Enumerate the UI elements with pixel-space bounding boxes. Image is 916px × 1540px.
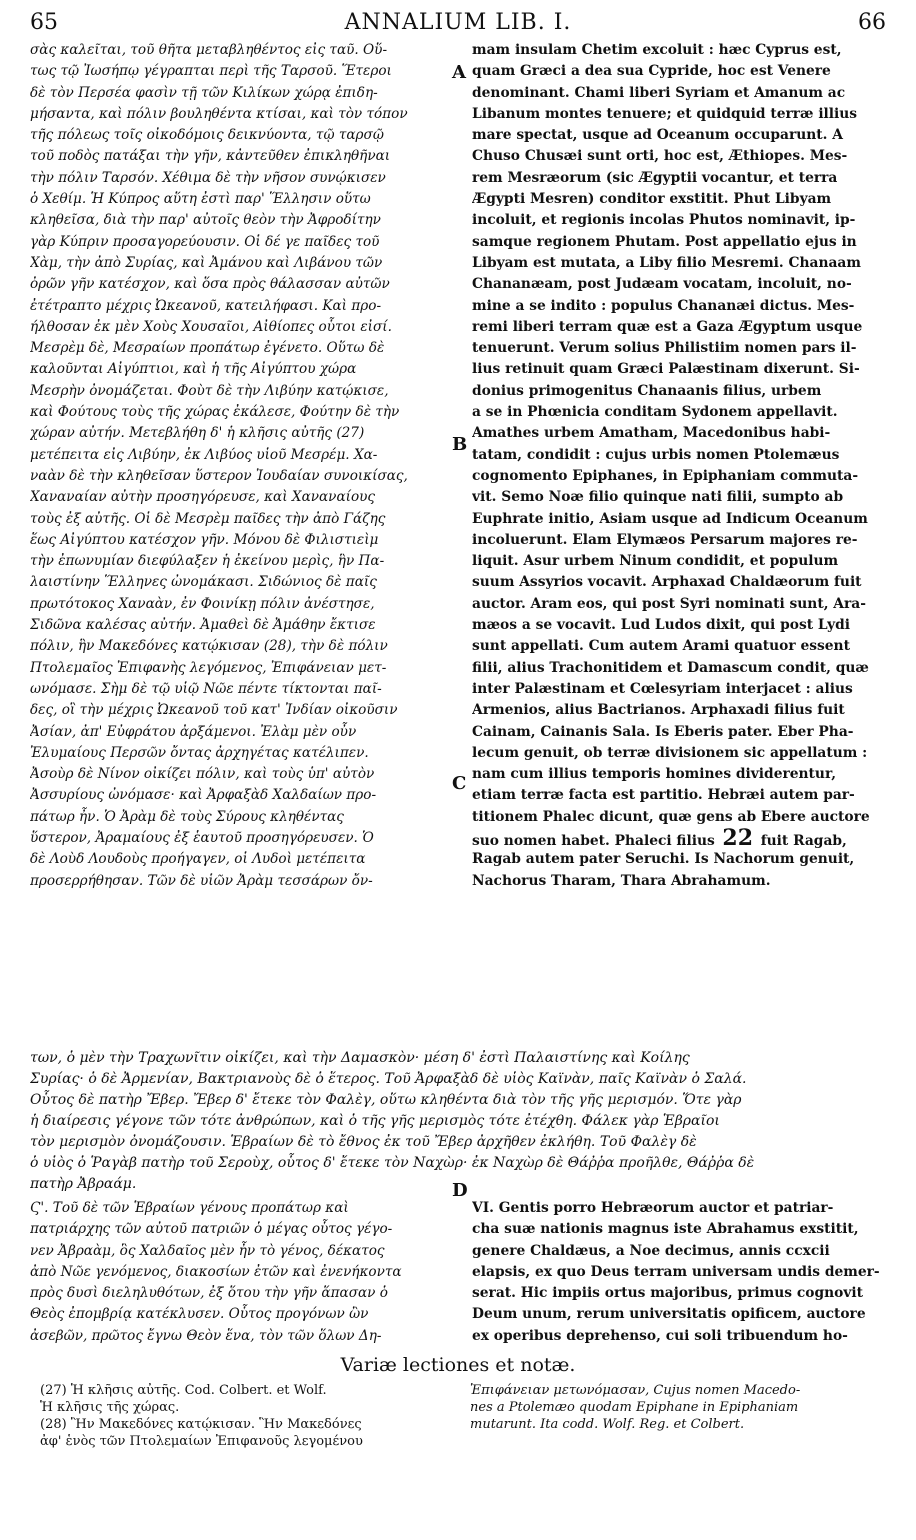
line-text: suo nomen habet. Phaleci filius [472,832,715,849]
text-line: Χὰμ, τὴν ἀπὸ Συρίας, καὶ Ἀμάνου καὶ Λιβάνου τῶν [30,254,383,271]
text-line: Chananæam, post Judæam vocatam, incoluit, no- [472,276,852,293]
text-line: τὴν πόλιν Ταρσόν. Χέθιμα δὲ τὴν νῆσον συνῴκισεν [30,169,386,186]
text-line: Libyam est mutata, a Liby filio Mesremi. Chanaam [472,254,861,271]
text-line: ἕως Αἰγύπτου κατέσχον γῆν. Μόνου δὲ Φιλιστιεὶμ [30,531,379,548]
text-line: τῆς πόλεως τοῖς οἰκοδόμοις δεικνύοντα, τῷ ταρσῷ [30,127,384,144]
text-line: a se in Phœnicia conditam Sydonem appellavit. [472,404,838,421]
greek-column-bottom [30,1198,450,1347]
text-line: suum Assyrios vocavit. Arphaxad Chaldæorum fuit [472,574,862,591]
text-line: Euphrate initio, Asiam usque ad Indicum Oceanum [472,510,868,527]
text-line: κληθεῖσα, διὰ τὴν παρ' αὐτοῖς θεὸν τὴν Ἀφροδίτην [30,212,381,229]
greek-full-width-block [30,1048,890,1195]
text-line: ἡ διαίρεσις γέγονε τῶν τότε ἀνθρώπων, καὶ ὁ τῆς γῆς μερισμὸς τότε ἐτέχθη. Φάλεκ γὰρ Ἑβραῖοι [30,1113,720,1129]
text-line: Χαναναίαν αὐτὴν προσηγόρευσε, καὶ Χαναναίους [30,489,376,506]
text-line: τὸν μερισμὸν ὀνομάζουσιν. Ἑβραίων δὲ τὸ ἔθνος ἐκ τοῦ Ἔβερ ἀρχῆθεν ἐκλήθη. Τοῦ Φαλὲγ δὲ [30,1134,697,1150]
text-line: mare spectat, usque ad Oceanum occuparunt. A [472,127,843,144]
text-line: nes a Ptolemæo quodam Epiphane in Epiphaniam [470,1400,799,1415]
text-line: inter Palæstinam et Cœlesyriam interjacet : alius [472,680,853,697]
text-line: Ἀσσυρίους ὠνόμασε· καὶ Ἀρφαξὰδ Χαλδαίων προ- [30,787,377,804]
text-line: γὰρ Κύπριν προσαγορεύουσιν. Οἱ δέ γε παῖδες τοῦ [30,233,380,250]
running-title: ANNALIUM LIB. I. [344,10,572,35]
text-line: ὁ υἱὸς ὁ Ῥαγὰβ πατὴρ τοῦ Σεροὺχ, οὗτος δ' ἔτεκε τὸν Ναχὼρ· ἐκ Ναχὼρ δὲ Θάῤῥα προῆλθε, Θάῤῥα δὲ [30,1155,755,1171]
text-line: quam Græci a dea sua Cypride, hoc est Venere [472,63,831,80]
text-line: πόλιν, ἣν Μακεδόνες κατῴκισαν (28), τὴν δὲ πόλιν [30,638,388,655]
greek-column-top [30,40,460,892]
text-line: Ἀσοὺρ δὲ Νίνον οἰκίζει πόλιν, καὶ τοὺς ὑπ' αὐτὸν [30,766,375,783]
text-line: καὶ Φούτους τοὺς τῆς χώρας ἐκάλεσε, Φούτην δὲ τὴν [30,404,400,421]
text-line: samque regionem Phutam. Post appellatio ejus in [472,233,857,250]
text-line: sunt appellati. Cum autem Arami quatuor essent [472,638,850,655]
text-line: λαιστίνην Ἕλληνες ὠνομάκασι. Σιδώνιος δὲ παῖς [30,574,377,591]
text-line: Συρίας· ὁ δὲ Ἀρμενίαν, Βακτριανοὺς δὲ ὁ ἕτερος. Τοῦ Ἀρφαξὰδ δὲ υἱὸς Καϊνὰν, παῖς Καϊνὰν ὁ Σαλά. [30,1071,747,1087]
text-line: πρωτότοκος Χαναὰν, ἐν Φοινίκῃ πόλιν ἀνέστησε, [30,595,375,612]
text-line: mam insulam Chetim excoluit : hæc Cyprus est, [472,42,842,58]
text-line: μετέπειτα εἰς Λιβύην, ἐκ Λιβύος υἱοῦ Μεσρέμ. Χα- [30,446,378,463]
text-line: liquit. Asur urbem Ninum condidit, et populum [472,553,839,570]
text-line: ἀφ' ἑνὸς τῶν Πτολεμαίων Ἐπιφανοῦς λεγομένου [40,1434,363,1449]
text-line: titionem Phalec dicunt, quæ gens ab Ebere auctore [472,808,870,825]
column-marker: 22 [714,827,761,850]
text-line: μήσαντα, καὶ πόλιν βουληθέντα κτίσαι, καὶ τὸν τόπον [30,105,408,122]
text-line: rem Mesræorum (sic Ægyptii vocantur, et terra [472,169,838,186]
text-line: serat. Hic impiis ortus majoribus, primus cognovit [472,1285,863,1302]
text-line: δὲ Λοὺδ Λουδοὺς προήγαγεν, οἱ Λυδοὶ μετέπειτα [30,851,366,868]
text-line: lius retinuit quam Græci Palæstinam dixerunt. Si- [472,361,860,378]
text-line: Nachorus Tharam, Thara Abrahamum. [472,872,771,889]
margin-letter-a: A [452,62,466,83]
text-line: tenuerunt. Verum solius Philistiim nomen pars il- [472,340,857,357]
text-line: incoluit, et regionis incolas Phutos nominavit, ip- [472,212,856,229]
text-line: τὴν ἐπωνυμίαν διεφύλαξεν ἡ ἐκείνου μερὶς, ἣν Πα- [30,553,385,570]
text-line: ἀπὸ Νῶε γενόμενος, διακοσίων ἐτῶν καὶ ἐνενήκοντα [30,1263,402,1280]
text-line: Cainam, Cainanis Sala. Is Eberis pater. Eber Pha- [472,723,854,740]
notes-right-column [470,1382,890,1433]
text-line: lecum genuit, ob terræ divisionem sic appellatum : [472,744,868,761]
text-line: ἀσεβῶν, πρῶτος ἔγνω Θεὸν ἕνα, τὸν τῶν ὅλων Δη- [30,1327,382,1344]
text-line: Ragab autem pater Seruchi. Is Nachorum genuit, [472,851,855,868]
text-line: προσερρήθησαν. Τῶν δὲ υἱῶν Ἀρὰμ τεσσάρων ὄν- [30,872,373,889]
text-line: cognomento Epiphanes, in Epiphaniam commuta- [472,467,859,484]
text-line: etiam terræ facta est partitio. Hebræi autem par- [472,787,855,804]
text-line: Amathes urbem Amatham, Macedonibus habi- [472,425,831,442]
margin-letter-b: B [452,434,468,455]
text-line: δες, οἳ τὴν μέχρις Ὠκεανοῦ τοῦ κατ' Ἰνδίαν οἰκοῦσιν [30,702,398,719]
text-line: πάτωρ ἦν. Ὁ Ἀρὰμ δὲ τοὺς Σύρους κληθέντας [30,808,344,825]
text-line: incoluerunt. Elam Elymæos Persarum majores re- [472,531,858,548]
text-line: mutarunt. Ita codd. Wolf. Reg. et Colbert. [470,1417,745,1432]
text-line: ὕστερον, Ἀραμαίους ἐξ ἑαυτοῦ προσηγόρευσεν. Ὁ [30,829,374,846]
text-line: χώραν αὐτήν. Μετεβλήθη δ' ἡ κλῆσις αὐτῆς (27) [30,425,365,442]
text-line [472,828,888,849]
text-line: πατριάρχης τῶν αὐτοῦ πατριῶν ὁ μέγας οὗτος γέγο- [30,1221,393,1238]
text-line: ex operibus deprehenso, cui soli tribuendum ho- [472,1327,848,1344]
text-line: tatam, condidit : cujus urbis nomen Ptolemæus [472,446,840,463]
notes-heading: Variæ lectiones et notæ. [340,1354,576,1376]
text-line: auctor. Aram eos, qui post Syri nominati sunt, Ara- [472,595,866,612]
running-header [30,10,886,40]
text-line: ήλθοσαν ἐκ μὲν Χοὺς Χουσαῖοι, Αἰθίοπες οὗτοι εἰσί. [30,318,392,335]
text-line: nam cum illius temporis homines dividerentur, [472,766,837,783]
text-line: ωνόμασε. Σὴμ δὲ τῷ υἱῷ Νῶε πέντε τίκτονται παῖ- [30,680,382,697]
text-line: denominant. Chami liberi Syriam et Amanum ac [472,84,846,101]
text-line: Ægypti Mesren) conditor exstitit. Phut Libyam [472,191,832,208]
text-line: των, ὁ μὲν τὴν Τραχωνῖτιν οἰκίζει, καὶ τὴν Δαμασκὸν· μέση δ' ἐστὶ Παλαιστίνης καὶ Κοίλης [30,1050,690,1066]
text-line: σὰς καλεῖται, τοῦ θῆτα μεταβληθέντος εἰς ταῦ. Οὕ- [30,42,388,58]
text-line: Armenios, alius Bactrianos. Arphaxadi filius fuit [472,702,845,719]
text-line: τως τῷ Ἰωσήπῳ γέγραπται περὶ τῆς Ταρσοῦ. Ἕτεροι [30,63,392,80]
text-line: filii, alius Trachonitidem et Damascum condit, quæ [472,659,869,676]
text-line: Μεσρὴν ὀνομάζεται. Φοὺτ δὲ τὴν Λιβύην κατῴκισε, [30,382,389,399]
text-line: τοὺς ἐξ αὐτῆς. Οἱ δὲ Μεσρὲμ παῖδες τὴν ἀπὸ Γάζης [30,510,386,527]
text-line: πατὴρ Ἀβραάμ. [30,1176,137,1192]
text-line: Chuso Chusæi sunt orti, hoc est, Æthiopes. Mes- [472,148,848,165]
text-line: Οὗτος δὲ πατὴρ Ἔβερ. Ἔβερ δ' ἔτεκε τὸν Φαλὲγ, οὕτω κληθέντα διὰ τὸν τῆς γῆς μερισμόν. Ὅτε γὰρ [30,1092,742,1108]
text-line: donius primogenitus Chanaanis filius, urbem [472,382,822,399]
text-line: δὲ τὸν Περσέα φασὶν τῇ τῶν Κιλίκων χώρᾳ ἐπιδη- [30,84,378,101]
text-line: vit. Semo Noæ filio quinque nati filii, sumpto ab [472,489,844,506]
text-line: ἐτέτραπτο μέχρις Ὠκεανοῦ, κατειλήφασι. Καὶ προ- [30,297,382,314]
text-line: Libanum montes tenuere; et quidquid terræ illius [472,105,858,122]
text-line: Deum unum, rerum universitatis opificem, auctore [472,1306,866,1323]
text-line: Ἀσίαν, ἀπ' Εὐφράτου ἀρξάμενοι. Ἐλὰμ μὲν οὖν [30,723,357,740]
text-line: Ἐλυμαίους Περσῶν ὄντας ἀρχηγέτας κατέλιπεν. [30,744,369,761]
latin-column-top [472,40,888,892]
margin-letter-c: C [452,773,467,794]
latin-column-bottom [472,1198,888,1347]
notes-left-column [40,1382,460,1450]
text-line: καλοῦνται Αἰγύπτιοι, καὶ ἡ τῆς Αἰγύπτου χώρα [30,361,357,378]
margin-letter-d: D [452,1180,468,1201]
page-number-right: 66 [858,10,886,35]
text-line: Μεσρὲμ δὲ, Μεσραίων προπάτωρ ἐγένετο. Οὕτω δὲ [30,340,385,357]
line-text-after-marker: fuit Ragab, [760,832,847,849]
text-line: remi liberi terram quæ est a Gaza Ægyptum usque [472,318,863,335]
text-line: Σιδῶνα καλέσας αὐτήν. Ἀμαθεὶ δὲ Ἀμάθην ἔκτισε [30,617,376,634]
text-line: VI. Gentis porro Hebræorum auctor et patriar- [472,1200,834,1216]
text-line: mæos a se vocavit. Lud Ludos dixit, qui post Lydi [472,617,851,634]
text-line: ναὰν δὲ τὴν κληθεῖσαν ὕστερον Ἰουδαίαν συνοικίσας, [30,467,408,484]
text-line: τοῦ ποδὸς πατάξαι τὴν γῆν, κἀντεῦθεν ἐπικληθῆναι [30,148,391,165]
text-line: Πτολεμαῖος Ἐπιφανὴς λεγόμενος, Ἐπιφάνειαν μετ- [30,659,387,676]
text-line: Ἡ κλῆσις τῆς χώρας. [40,1400,180,1415]
page-number-left: 65 [30,10,58,35]
text-line: elapsis, ex quo Deus terram universam undis demer- [472,1263,880,1280]
text-line: (28) Ἣν Μακεδόνες κατῴκισαν. Ἣν Μακεδόνες [40,1417,362,1432]
text-line: νεν Ἀβραὰμ, ὃς Χαλδαῖος μὲν ἦν τὸ γένος, δέκατος [30,1242,385,1259]
text-line: (27) Ἡ κλῆσις αὐτῆς. Cod. Colbert. et Wolf. [40,1383,327,1398]
text-line: πρὸς δυσὶ διεληλυθότων, ἐξ ὅτου τὴν γῆν ἅπασαν ὁ [30,1285,388,1302]
text-line: Ἐπιφάνειαν μετωνόμασαν, Cujus nomen Macedo- [470,1383,801,1398]
text-line: Θεὸς ἐπομβρίᾳ κατέκλυσεν. Οὗτος προγόνων ὢν [30,1306,369,1323]
text-line: cha suæ nationis magnus iste Abrahamus exstitit, [472,1221,859,1238]
text-line: Ϛ'. Τοῦ δὲ τῶν Ἑβραίων γένους προπάτωρ καὶ [30,1200,349,1216]
text-line: genere Chaldæus, a Noe decimus, annis ccxcii [472,1242,830,1259]
text-line: ὀρῶν γῆν κατέσχον, καὶ ὅσα πρὸς θάλασσαν αὐτῶν [30,276,390,293]
text-line: ὁ Χεθίμ. Ἡ Κύπρος αὕτη ἐστὶ παρ' Ἕλλησιν οὕτω [30,191,371,208]
text-line: mine a se indito : populus Chananæi dictus. Mes- [472,297,855,314]
